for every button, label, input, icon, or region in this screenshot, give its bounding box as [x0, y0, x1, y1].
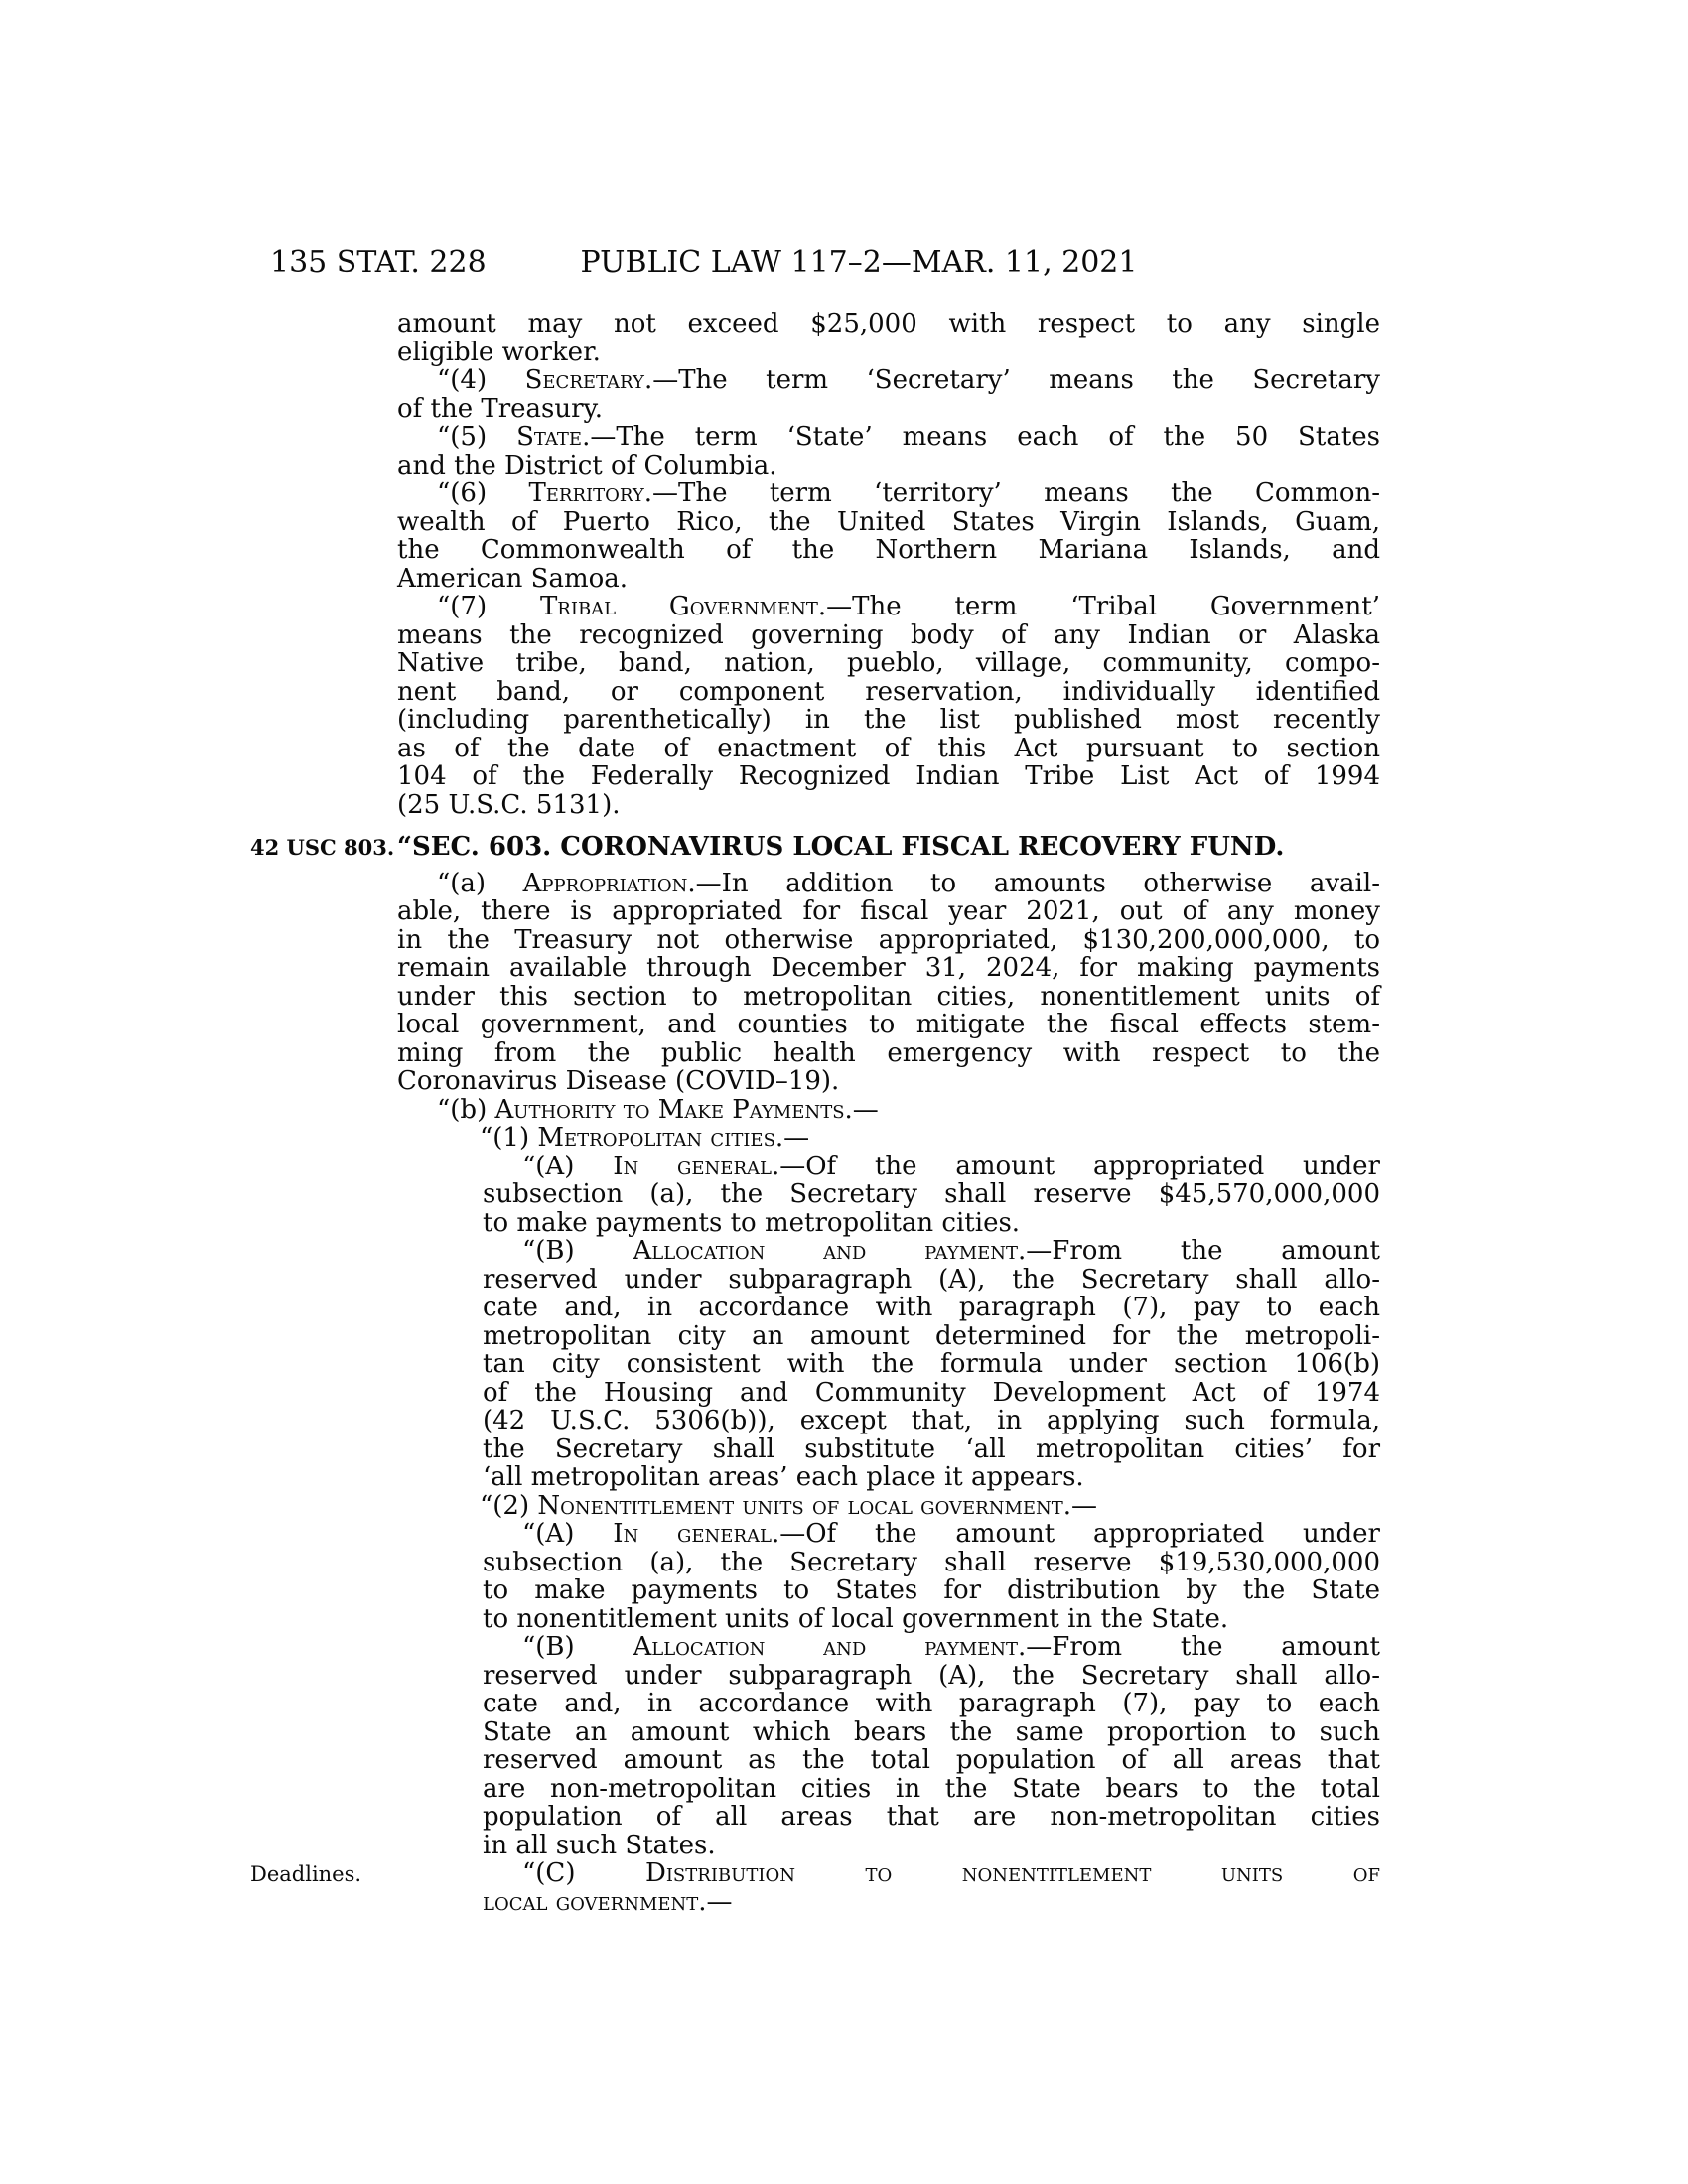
text-run: “(A) — [522, 1151, 614, 1181]
para-b2C-distribution — [250, 1858, 1380, 1917]
text-line — [483, 1322, 1380, 1351]
text-line — [397, 479, 1380, 508]
text-run: cate and, in accordance with paragraph (7), pay to each — [483, 1293, 1380, 1322]
small-caps-term: In general — [613, 1519, 772, 1549]
text-run: State an amount which bears the same proportion to such — [483, 1716, 1380, 1747]
text-line — [397, 395, 1380, 424]
text-line — [397, 452, 1380, 480]
text-run: subsection (a), the Secretary shall reserve $19,530,000,000 — [483, 1547, 1380, 1577]
text-run: nent band, or component reservation, individually identified — [397, 676, 1380, 707]
text-run: reserved amount as the total population of all areas that — [483, 1745, 1380, 1775]
text-run: “(a) — [437, 868, 523, 898]
text-run: (including parenthetically) in the list published most recently — [397, 705, 1380, 735]
text-run: tan city consistent with the formula under section 106(b) — [483, 1349, 1380, 1379]
text-run: of the Treasury. — [397, 393, 604, 424]
text-run: in the Treasury not otherwise appropriated, $130,200,000,000, to — [397, 924, 1380, 955]
small-caps-term: Nonentitlement units of local government — [537, 1490, 1063, 1521]
text-line — [397, 536, 1380, 565]
text-run: .—Of the amount appropriated under — [771, 1519, 1380, 1549]
text-line — [397, 1039, 1380, 1068]
text-run: .—In addition to amounts otherwise avail- — [687, 868, 1380, 898]
text-run: “SEC. 603. CORONAVIRUS LOCAL FISCAL RECOVERY FUND. — [397, 832, 1285, 862]
text-line — [440, 1492, 1380, 1521]
para-b1-metropolitan-cities — [440, 1124, 1380, 1153]
text-run: reserved under subparagraph (A), the Secretary shall allo- — [483, 1264, 1380, 1295]
text-run: “(C) — [522, 1858, 645, 1888]
text-run: .—The term ‘territory’ means the Common- — [643, 478, 1380, 508]
text-line — [397, 423, 1380, 452]
text-run: “(A) — [522, 1519, 614, 1549]
text-run: wealth of Puerto Rico, the United States Virgin Islands, Guam, — [397, 506, 1380, 537]
text-line — [483, 1718, 1380, 1747]
small-caps-term: Metropolitan cities — [537, 1123, 775, 1153]
para-a-appropriation — [397, 870, 1380, 1096]
text-run: to make payments to States for distribution by the State — [483, 1575, 1380, 1605]
text-run: “(b) — [437, 1094, 495, 1125]
text-line — [397, 565, 1380, 594]
text-run: Coronavirus Disease (COVID–19). — [397, 1066, 840, 1096]
text-line — [483, 1832, 1380, 1860]
text-run: of the Housing and Community Development Act of 1974 — [483, 1377, 1380, 1408]
text-run: reserved under subparagraph (A), the Secretary shall allo- — [483, 1660, 1380, 1691]
text-run: “(2) — [480, 1490, 538, 1521]
text-run: subsection (a), the Secretary shall reserve $45,570,000,000 — [483, 1179, 1380, 1209]
text-run: .— — [774, 1123, 810, 1153]
para-b2B-allocation-payment — [483, 1633, 1380, 1859]
text-line — [483, 1435, 1380, 1464]
text-line — [397, 366, 1380, 395]
small-caps-term: Allocation and payment — [633, 1236, 1019, 1266]
text-run: “(1) — [480, 1123, 538, 1153]
text-run: “(5) — [437, 422, 517, 452]
text-line — [397, 954, 1380, 983]
text-run: amount may not exceed $25,000 with respect to any single — [397, 309, 1380, 339]
text-line — [483, 1662, 1380, 1691]
text-line — [397, 678, 1380, 707]
text-run: are non-metropolitan cities in the State bears to the total — [483, 1773, 1380, 1804]
text-run: cate and, in accordance with paragraph (7), pay to each — [483, 1689, 1380, 1718]
para-intro-continuation — [397, 310, 1380, 366]
text-run: .—From the amount — [1018, 1236, 1381, 1266]
text-line — [483, 1549, 1380, 1577]
text-run: “(6) — [437, 478, 529, 508]
text-run: .—The term ‘State’ means each of the 50 States — [582, 422, 1380, 452]
text-line — [397, 762, 1380, 791]
text-line — [397, 735, 1380, 763]
para-b1B-allocation-payment — [483, 1237, 1380, 1492]
para-7-tribal-government — [397, 593, 1380, 819]
text-run: “(4) — [437, 365, 525, 395]
small-caps-term: Distribution to nonentitlement units of — [644, 1858, 1380, 1888]
margin-note: 42 USC 803. — [250, 835, 395, 860]
text-run: .—Of the amount appropriated under — [771, 1151, 1380, 1181]
text-line — [397, 926, 1380, 955]
small-caps-term: Appropriation — [522, 868, 688, 898]
text-line — [483, 1379, 1380, 1408]
text-run: metropolitan city an amount determined for the metropoli- — [483, 1320, 1380, 1351]
text-line — [397, 508, 1380, 537]
text-run: the Commonwealth of the Northern Mariana Islands, and — [397, 535, 1380, 565]
text-run: .—The term ‘Secretary’ means the Secretary — [643, 365, 1380, 395]
text-run: (25 U.S.C. 5131). — [397, 789, 621, 820]
para-4-secretary — [397, 366, 1380, 423]
text-line — [483, 1180, 1380, 1209]
text-line — [483, 1153, 1380, 1181]
para-b2A-in-general — [483, 1520, 1380, 1633]
text-run: ming from the public health emergency with respect to the — [397, 1037, 1380, 1068]
text-run: the Secretary shall substitute ‘all metropolitan cities’ for — [483, 1433, 1380, 1464]
text-run: means the recognized governing body of any Indian or Alaska — [397, 619, 1380, 650]
text-run: ‘all metropolitan areas’ each place it appears. — [483, 1462, 1084, 1492]
text-line — [483, 1407, 1380, 1435]
text-line — [397, 649, 1380, 678]
text-line — [397, 791, 1380, 820]
text-line — [483, 1605, 1380, 1634]
text-line — [483, 1576, 1380, 1605]
text-run: Native tribe, band, nation, pueblo, village, community, compo- — [397, 648, 1380, 678]
para-6-territory — [397, 479, 1380, 593]
para-b-authority — [397, 1096, 1380, 1125]
text-line — [483, 1266, 1380, 1295]
text-line — [483, 1803, 1380, 1832]
text-run: “(B) — [522, 1632, 633, 1662]
small-caps-term: Secretary — [524, 365, 644, 395]
text-line — [397, 706, 1380, 735]
text-run: .—From the amount — [1018, 1632, 1381, 1662]
text-line — [397, 310, 1380, 339]
text-line — [483, 1294, 1380, 1322]
margin-note: Deadlines. — [250, 1862, 362, 1886]
text-run: local government, and counties to mitigate the fiscal effects stem- — [397, 1010, 1380, 1039]
text-run: to nonentitlement units of local government in the State. — [483, 1603, 1229, 1634]
text-line — [483, 1775, 1380, 1804]
text-run: .— — [1062, 1490, 1098, 1521]
text-run: 104 of the Federally Recognized Indian Tribe List Act of 1994 — [397, 761, 1380, 791]
text-run: American Samoa. — [397, 563, 629, 594]
small-caps-term: Tribal Government — [539, 592, 818, 621]
text-line — [397, 1011, 1380, 1039]
text-line — [397, 870, 1380, 898]
text-line — [440, 1124, 1380, 1153]
text-line — [483, 1520, 1380, 1549]
running-head — [0, 246, 1688, 288]
text-run: able, there is appropriated for fiscal year 2021, out of any money — [397, 896, 1380, 926]
text-line — [483, 1746, 1380, 1775]
text-line — [397, 1096, 1380, 1125]
text-line — [483, 1209, 1380, 1238]
small-caps-term: In general — [613, 1151, 772, 1181]
law-title: PUBLIC LAW 117–2—MAR. 11, 2021 — [580, 245, 1138, 280]
text-run: “(7) — [437, 592, 540, 621]
text-line — [483, 1463, 1380, 1492]
text-line — [483, 1633, 1380, 1662]
sec-603-heading — [250, 832, 1380, 862]
small-caps-term: Territory — [528, 478, 644, 508]
text-line — [397, 897, 1380, 926]
text-run: eligible worker. — [397, 337, 601, 367]
text-run: .—The term ‘Tribal Government’ — [817, 592, 1380, 621]
text-line — [483, 1237, 1380, 1266]
text-line — [397, 593, 1380, 621]
text-run: remain available through December 31, 2024, for making payments — [397, 953, 1380, 983]
small-caps-term: State — [516, 422, 583, 452]
para-5-state — [397, 423, 1380, 479]
small-caps-term: Authority to Make Payments — [494, 1094, 845, 1125]
small-caps-term: local government — [483, 1886, 699, 1917]
text-run: population of all areas that are non-metropolitan cities — [483, 1802, 1380, 1832]
text-run: “(B) — [522, 1236, 633, 1266]
para-b1A-in-general — [483, 1153, 1380, 1238]
text-line — [483, 1859, 1380, 1888]
text-run: .— — [698, 1886, 733, 1917]
text-line — [397, 833, 1380, 862]
text-line — [397, 339, 1380, 367]
statute-text-column — [250, 309, 1381, 1917]
text-line — [483, 1888, 1380, 1917]
text-run: under this section to metropolitan cities, nonentitlement units of — [397, 981, 1380, 1012]
small-caps-term: Allocation and payment — [633, 1632, 1019, 1662]
stat-page-number: 135 STAT. 228 — [270, 245, 487, 280]
text-run: (42 U.S.C. 5306(b)), except that, in applying such formula, — [483, 1406, 1380, 1435]
text-line — [397, 621, 1380, 650]
text-line — [397, 983, 1380, 1012]
text-run: in all such States. — [483, 1830, 716, 1860]
text-run: .— — [844, 1094, 879, 1125]
text-line — [483, 1350, 1380, 1379]
text-run: to make payments to metropolitan cities. — [483, 1207, 1021, 1238]
para-b2-nonentitlement-units — [440, 1492, 1380, 1521]
text-line — [483, 1690, 1380, 1718]
text-run: and the District of Columbia. — [397, 450, 777, 480]
text-line — [397, 1067, 1380, 1096]
text-run: as of the date of enactment of this Act pursuant to section — [397, 733, 1380, 763]
